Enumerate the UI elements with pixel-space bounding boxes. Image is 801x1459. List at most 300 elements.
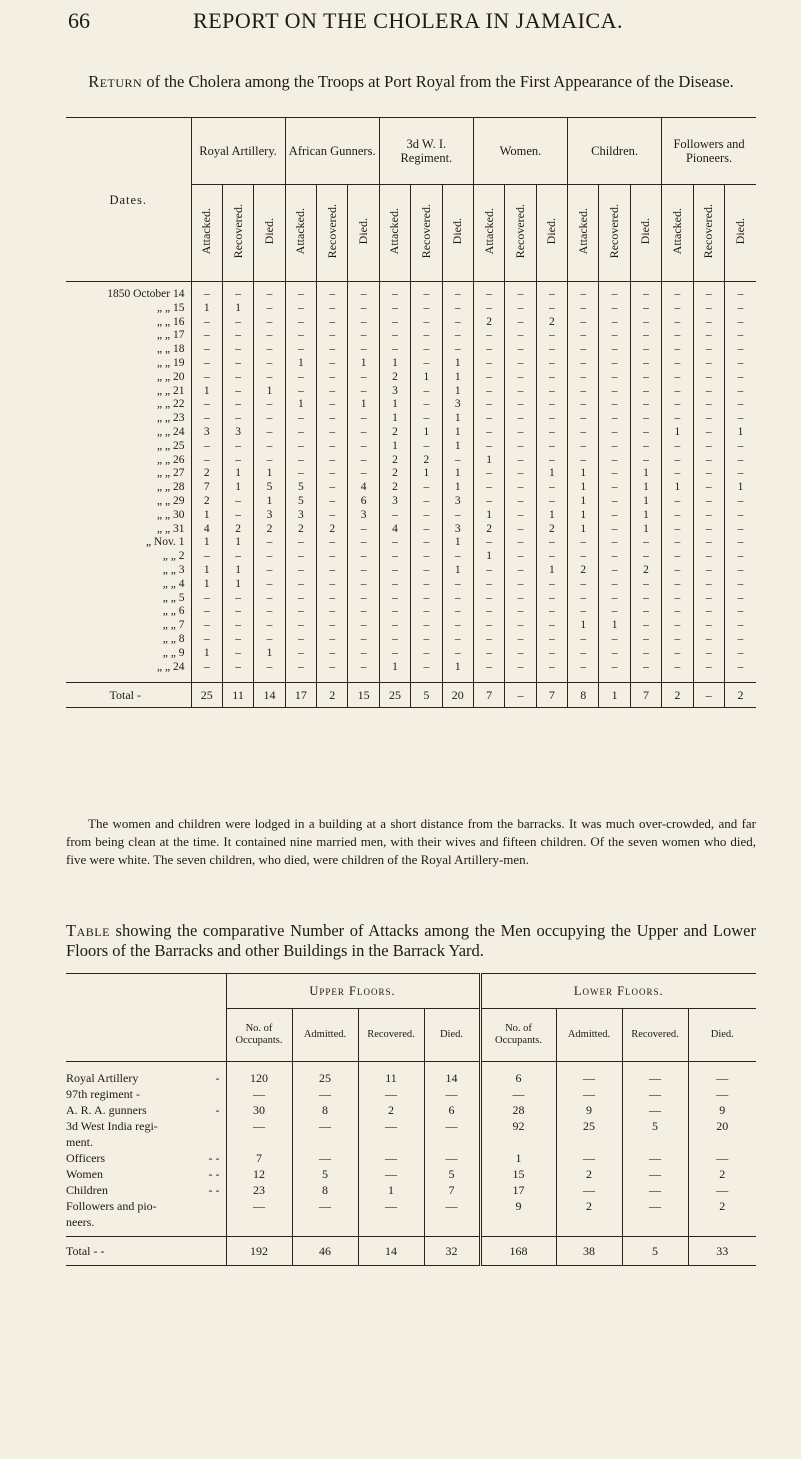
date-cell: „ „ 29 — [157, 494, 185, 507]
value-cell: 1 — [473, 550, 504, 564]
value-cell: – — [348, 647, 379, 661]
value-cell: 1 — [254, 385, 285, 399]
value-cell: – — [285, 647, 316, 661]
value-cell: 1 — [222, 564, 253, 578]
value-cell: – — [379, 564, 410, 578]
value-cell — [622, 1134, 688, 1150]
table-row — [66, 1134, 756, 1150]
value-cell: – — [693, 357, 724, 371]
value-cell: – — [693, 481, 724, 495]
value-cell: 4 — [379, 523, 410, 537]
value-cell: – — [505, 495, 536, 509]
value-cell: – — [662, 282, 693, 302]
value-cell: – — [348, 282, 379, 302]
value-cell: 1 — [662, 426, 693, 440]
value-cell: – — [724, 385, 756, 399]
value-cell: – — [536, 481, 567, 495]
value-cell: 9 — [688, 1102, 756, 1118]
value-cell: – — [662, 329, 693, 343]
value-cell: – — [473, 605, 504, 619]
value-cell: 1 — [568, 467, 599, 481]
value-cell: 1 — [473, 454, 504, 468]
value-cell: – — [411, 578, 442, 592]
value-cell: – — [724, 329, 756, 343]
value-cell: – — [693, 495, 724, 509]
value-cell: – — [473, 302, 504, 316]
table-row — [66, 1062, 756, 1087]
row-label-text: Children — [66, 1183, 108, 1197]
value-cell: – — [630, 412, 661, 426]
value-cell: – — [505, 357, 536, 371]
date-cell: „ „ 18 — [157, 343, 185, 356]
value-cell — [556, 1134, 622, 1150]
value-cell: – — [317, 440, 348, 454]
value-cell — [556, 1214, 622, 1237]
value-cell: – — [442, 454, 473, 468]
value-cell: 1 — [191, 509, 222, 523]
value-cell: – — [568, 605, 599, 619]
sub-header-label: Recovered. — [512, 204, 527, 259]
table-row — [66, 1166, 756, 1182]
row-label-text: Royal Artillery — [66, 1071, 139, 1085]
row-label-text: Women — [66, 1167, 104, 1181]
value-cell: 5 — [622, 1118, 688, 1134]
value-cell: 2 — [379, 454, 410, 468]
value-cell: — — [358, 1198, 424, 1214]
value-cell: – — [348, 316, 379, 330]
value-cell: – — [505, 523, 536, 537]
value-cell: – — [379, 282, 410, 302]
value-cell: 33 — [688, 1237, 756, 1266]
value-cell: – — [254, 398, 285, 412]
value-cell — [292, 1214, 358, 1237]
value-cell: – — [599, 412, 630, 426]
value-cell: 1 — [222, 302, 253, 316]
value-cell: – — [442, 282, 473, 302]
sub-header-label: Died. — [356, 218, 371, 245]
value-cell: – — [724, 523, 756, 537]
value-cell: – — [630, 371, 661, 385]
date-cell: „ „ 27 — [157, 467, 185, 480]
value-cell: – — [348, 329, 379, 343]
value-cell: 25 — [292, 1062, 358, 1087]
value-cell: – — [599, 592, 630, 606]
value-cell: – — [317, 454, 348, 468]
value-cell: – — [662, 398, 693, 412]
value-cell: – — [536, 605, 567, 619]
value-cell: – — [505, 647, 536, 661]
value-cell: – — [411, 440, 442, 454]
value-cell: 30 — [226, 1102, 292, 1118]
value-cell: – — [724, 578, 756, 592]
value-cell: — — [622, 1182, 688, 1198]
table-row — [66, 343, 756, 357]
value-cell: — — [622, 1086, 688, 1102]
value-cell: – — [191, 316, 222, 330]
value-cell: – — [191, 357, 222, 371]
value-cell: – — [348, 523, 379, 537]
value-cell: – — [599, 454, 630, 468]
value-cell: – — [222, 343, 253, 357]
value-cell: – — [568, 343, 599, 357]
value-cell: – — [411, 605, 442, 619]
group-header: Children. — [568, 118, 662, 185]
value-cell: — — [622, 1166, 688, 1182]
floors-comparison-table — [66, 973, 756, 1266]
value-cell: – — [693, 647, 724, 661]
value-cell: – — [536, 385, 567, 399]
page-header — [68, 0, 748, 40]
column-header: Recovered. — [358, 1009, 424, 1062]
value-cell: 6 — [424, 1102, 480, 1118]
table-row — [66, 440, 756, 454]
value-cell: – — [693, 467, 724, 481]
value-cell: — — [688, 1150, 756, 1166]
value-cell: – — [285, 282, 316, 302]
value-cell: – — [599, 385, 630, 399]
value-cell: – — [254, 605, 285, 619]
value-cell: – — [411, 412, 442, 426]
value-cell: – — [630, 661, 661, 683]
value-cell: – — [442, 316, 473, 330]
value-cell: – — [568, 440, 599, 454]
value-cell: – — [505, 605, 536, 619]
value-cell: – — [599, 426, 630, 440]
value-cell: – — [442, 578, 473, 592]
sub-header — [317, 185, 348, 282]
value-cell: – — [191, 633, 222, 647]
sub-header — [442, 185, 473, 282]
date-cell: „ „ 19 — [157, 356, 185, 369]
table-row — [66, 592, 756, 606]
date-cell: „ „ 23 — [157, 412, 185, 425]
value-cell: – — [630, 426, 661, 440]
value-cell: – — [505, 398, 536, 412]
value-cell: – — [285, 302, 316, 316]
row-label-text: Total - - — [66, 1244, 105, 1258]
value-cell: – — [693, 398, 724, 412]
value-cell: – — [317, 536, 348, 550]
value-cell: – — [505, 426, 536, 440]
group-header: Royal Artillery. — [191, 118, 285, 185]
value-cell: – — [473, 647, 504, 661]
value-cell: – — [568, 661, 599, 683]
value-cell: – — [599, 633, 630, 647]
value-cell: – — [568, 550, 599, 564]
running-head: REPORT ON THE CHOLERA IN JAMAICA. — [193, 8, 623, 33]
value-cell: 2 — [317, 523, 348, 537]
value-cell: – — [568, 329, 599, 343]
value-cell: – — [379, 550, 410, 564]
value-cell: – — [473, 495, 504, 509]
value-cell: – — [254, 440, 285, 454]
value-cell: – — [599, 578, 630, 592]
value-cell: – — [411, 661, 442, 683]
value-cell: – — [724, 454, 756, 468]
value-cell: 2 — [222, 523, 253, 537]
value-cell: – — [536, 282, 567, 302]
total-row — [66, 683, 756, 708]
value-cell: 1 — [379, 412, 410, 426]
value-cell: – — [505, 385, 536, 399]
value-cell: – — [568, 592, 599, 606]
value-cell: – — [442, 605, 473, 619]
value-cell: 1 — [442, 426, 473, 440]
value-cell: 1 — [442, 385, 473, 399]
value-cell: – — [630, 343, 661, 357]
value-cell: – — [536, 343, 567, 357]
value-cell: – — [317, 302, 348, 316]
date-cell: 1850 October 14 — [107, 288, 185, 300]
value-cell: – — [442, 329, 473, 343]
value-cell: 2 — [285, 523, 316, 537]
date-cell: „ „ 3 — [162, 563, 185, 576]
value-cell: – — [285, 564, 316, 578]
value-cell: – — [191, 592, 222, 606]
value-cell: – — [285, 619, 316, 633]
upper-floors-header: Upper Floors. — [226, 974, 480, 1009]
value-cell: 1 — [630, 495, 661, 509]
value-cell: 2 — [411, 454, 442, 468]
value-cell: — — [358, 1086, 424, 1102]
date-cell: „ „ 28 — [157, 481, 185, 494]
value-cell: 1 — [442, 536, 473, 550]
value-cell: – — [536, 329, 567, 343]
value-cell: – — [222, 454, 253, 468]
table-row — [66, 1102, 756, 1118]
value-cell: – — [348, 536, 379, 550]
value-cell: – — [473, 633, 504, 647]
value-cell: – — [379, 536, 410, 550]
value-cell: – — [254, 357, 285, 371]
value-cell: 1 — [599, 619, 630, 633]
column-header: Recovered. — [622, 1009, 688, 1062]
value-cell: 3 — [442, 495, 473, 509]
value-cell: – — [662, 523, 693, 537]
value-cell: 7 — [191, 481, 222, 495]
sub-header — [222, 185, 253, 282]
date-cell: „ „ 22 — [157, 398, 185, 411]
total-cell: 17 — [285, 683, 316, 708]
value-cell: – — [254, 343, 285, 357]
value-cell: – — [599, 495, 630, 509]
value-cell: – — [662, 467, 693, 481]
sub-header — [536, 185, 567, 282]
date-cell: „ „ 30 — [157, 508, 185, 521]
value-cell: – — [442, 633, 473, 647]
value-cell: – — [317, 481, 348, 495]
row-label-text: 97th regiment - — [66, 1087, 140, 1101]
value-cell: 1 — [348, 357, 379, 371]
table-row — [66, 1118, 756, 1134]
value-cell: 1 — [348, 398, 379, 412]
value-cell: 168 — [480, 1237, 556, 1266]
value-cell: 1 — [191, 578, 222, 592]
value-cell: – — [724, 550, 756, 564]
row-label-text: A. R. A. gunners — [66, 1103, 147, 1117]
value-cell: – — [630, 536, 661, 550]
value-cell — [424, 1214, 480, 1237]
value-cell: – — [630, 619, 661, 633]
value-cell: – — [411, 343, 442, 357]
value-cell — [358, 1214, 424, 1237]
total-cell: – — [505, 683, 536, 708]
row-label — [66, 1198, 226, 1214]
value-cell: 28 — [480, 1102, 556, 1118]
value-cell: – — [536, 495, 567, 509]
value-cell: – — [724, 633, 756, 647]
column-header: Died. — [688, 1009, 756, 1062]
value-cell: – — [536, 550, 567, 564]
date-cell: „ „ 5 — [162, 591, 185, 604]
value-cell: – — [505, 536, 536, 550]
total-cell: 2 — [724, 683, 756, 708]
lodging-note: The women and children were lodged in a building at a short distance from the barracks. It was much over-crowded, and far from being clean at the time. It contained nine married men, with their wives and fifteen children. Of the seven women who died, five were white. The seven children, who died, were children of the Royal Artillery-men. — [66, 816, 756, 867]
value-cell: – — [317, 509, 348, 523]
value-cell: – — [693, 564, 724, 578]
value-cell: – — [724, 467, 756, 481]
value-cell: – — [442, 592, 473, 606]
value-cell: – — [317, 550, 348, 564]
value-cell: – — [662, 605, 693, 619]
value-cell: – — [568, 398, 599, 412]
value-cell: – — [222, 592, 253, 606]
table2-caption — [66, 921, 756, 961]
total-cell: – — [693, 683, 724, 708]
value-cell: 4 — [348, 481, 379, 495]
value-cell: – — [317, 316, 348, 330]
sub-header-label: Recovered. — [607, 204, 622, 259]
value-cell: – — [693, 440, 724, 454]
value-cell: 38 — [556, 1237, 622, 1266]
value-cell: – — [568, 536, 599, 550]
value-cell: – — [379, 329, 410, 343]
row-label — [66, 1182, 226, 1198]
value-cell: – — [348, 371, 379, 385]
row-label-dash: - - — [208, 1151, 220, 1165]
table-row — [66, 426, 756, 440]
value-cell: – — [222, 509, 253, 523]
value-cell: – — [568, 633, 599, 647]
value-cell: – — [724, 412, 756, 426]
group-header: African Gunners. — [285, 118, 379, 185]
sub-header-label: Attacked. — [387, 208, 402, 255]
value-cell: – — [317, 412, 348, 426]
value-cell: 17 — [480, 1182, 556, 1198]
table-row — [66, 495, 756, 509]
value-cell: 1 — [442, 357, 473, 371]
value-cell: – — [505, 412, 536, 426]
value-cell: – — [505, 578, 536, 592]
value-cell: – — [599, 371, 630, 385]
value-cell: – — [254, 329, 285, 343]
value-cell: – — [473, 619, 504, 633]
value-cell: – — [693, 633, 724, 647]
value-cell: 1 — [222, 481, 253, 495]
value-cell: 2 — [358, 1102, 424, 1118]
value-cell: – — [285, 605, 316, 619]
value-cell: 1 — [222, 578, 253, 592]
value-cell: – — [505, 440, 536, 454]
value-cell: – — [536, 398, 567, 412]
total-cell: 2 — [662, 683, 693, 708]
value-cell: – — [693, 661, 724, 683]
sub-header — [191, 185, 222, 282]
value-cell: 6 — [348, 495, 379, 509]
value-cell: – — [442, 343, 473, 357]
value-cell: – — [724, 592, 756, 606]
table-row — [66, 509, 756, 523]
value-cell: – — [442, 550, 473, 564]
value-cell: – — [630, 578, 661, 592]
value-cell: – — [599, 661, 630, 683]
value-cell: – — [348, 633, 379, 647]
value-cell: – — [317, 398, 348, 412]
value-cell: – — [348, 605, 379, 619]
date-cell: „ „ 4 — [162, 577, 185, 590]
value-cell: – — [693, 523, 724, 537]
value-cell: 6 — [480, 1062, 556, 1087]
value-cell: 2 — [379, 426, 410, 440]
value-cell: – — [379, 578, 410, 592]
value-cell: 12 — [226, 1166, 292, 1182]
total-row — [66, 1237, 756, 1266]
value-cell: – — [411, 592, 442, 606]
value-cell: – — [536, 412, 567, 426]
value-cell: – — [317, 661, 348, 683]
value-cell: – — [693, 385, 724, 399]
value-cell: – — [505, 467, 536, 481]
value-cell: 5 — [285, 495, 316, 509]
sub-header — [505, 185, 536, 282]
value-cell: 192 — [226, 1237, 292, 1266]
column-header: Admitted. — [556, 1009, 622, 1062]
value-cell — [480, 1134, 556, 1150]
value-cell: – — [442, 619, 473, 633]
value-cell: – — [317, 329, 348, 343]
date-cell: „ „ 7 — [162, 619, 185, 632]
value-cell: – — [724, 509, 756, 523]
value-cell: — — [358, 1150, 424, 1166]
value-cell: — — [622, 1062, 688, 1087]
sub-header-label: Died. — [544, 218, 559, 245]
value-cell: — — [688, 1182, 756, 1198]
value-cell: – — [191, 605, 222, 619]
value-cell: – — [568, 371, 599, 385]
total-cell: 8 — [568, 683, 599, 708]
value-cell: – — [285, 592, 316, 606]
sub-header — [599, 185, 630, 282]
value-cell: – — [599, 647, 630, 661]
group-header: Followers and Pioneers. — [662, 118, 756, 185]
value-cell: – — [285, 329, 316, 343]
value-cell: — — [358, 1118, 424, 1134]
value-cell: – — [411, 385, 442, 399]
value-cell: – — [693, 550, 724, 564]
value-cell: 2 — [556, 1166, 622, 1182]
value-cell: – — [348, 385, 379, 399]
value-cell: – — [379, 592, 410, 606]
date-cell: „ „ 20 — [157, 370, 185, 383]
value-cell: – — [662, 371, 693, 385]
value-cell: 9 — [556, 1102, 622, 1118]
value-cell: – — [222, 282, 253, 302]
value-cell: – — [379, 509, 410, 523]
value-cell: 3 — [191, 426, 222, 440]
value-cell: – — [536, 536, 567, 550]
value-cell — [226, 1214, 292, 1237]
value-cell: 1 — [630, 509, 661, 523]
